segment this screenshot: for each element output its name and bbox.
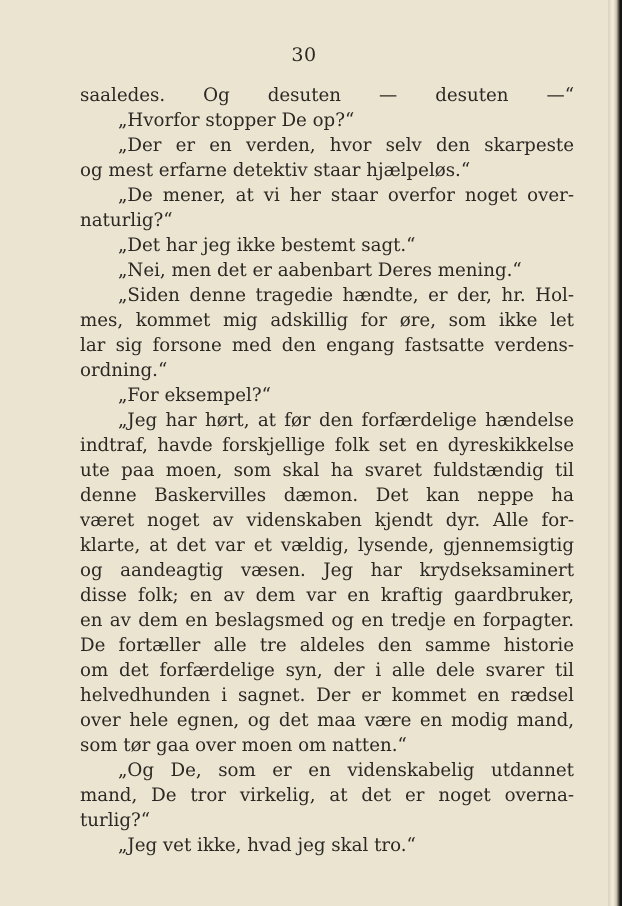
- text-line: „Jeg har hørt, at før den forfærdelige hændelse: [118, 410, 574, 431]
- text-line: „Og De, som er en videnskabelig utdannet: [118, 760, 574, 781]
- text-line: „Der er en verden, hvor selv den skarpeste: [118, 135, 574, 156]
- page-number: 30: [291, 44, 317, 66]
- text-line: ute paa moen, som skal ha svaret fuldstændig til: [80, 460, 574, 481]
- page-edge: [608, 0, 622, 906]
- text-line: disse folk; en av dem var en kraftig gaardbruker,: [80, 585, 574, 606]
- text-line: „De mener, at vi her staar overfor noget over-: [118, 185, 574, 206]
- text-line: og mest erfarne detektiv staar hjælpeløs.“: [80, 160, 471, 181]
- text-line: „Hvorfor stopper De op?“: [118, 110, 355, 131]
- text-line: turlig?“: [80, 810, 151, 831]
- text-line: helvedhunden i sagnet. Der er kommet en rædsel: [80, 685, 574, 706]
- text-line: „Siden denne tragedie hændte, er der, hr. Hol-: [118, 285, 574, 306]
- text-line: mand, De tror virkelig, at det er noget overna-: [80, 785, 574, 806]
- text-line: denne Baskervilles dæmon. Det kan neppe ha: [80, 485, 574, 506]
- text-line: en av dem en beslagsmed og en tredje en forpagter.: [80, 610, 574, 631]
- text-line: saaledes. Og desuten — desuten —“: [80, 85, 574, 106]
- text-line: om det forfærdelige syn, der i alle dele svarer til: [80, 660, 574, 681]
- text-line: „For eksempel?“: [118, 385, 271, 406]
- text-line: ordning.“: [80, 360, 168, 381]
- text-line: indtraf, havde forskjellige folk set en dyreskikkelse: [80, 435, 574, 456]
- text-line: klarte, at det var et vældig, lysende, gjennemsigtig: [80, 535, 574, 556]
- text-line: mes, kommet mig adskillig for øre, som ikke let: [80, 310, 574, 331]
- text-line: som tør gaa over moen om natten.“: [80, 735, 407, 756]
- text-line: De fortæller alle tre aldeles den samme historie: [80, 635, 574, 656]
- text-line: over hele egnen, og det maa være en modig mand,: [80, 710, 574, 731]
- text-line: lar sig forsone med den engang fastsatte verdens-: [80, 335, 574, 356]
- text-line: naturlig?“: [80, 210, 173, 231]
- text-line: „Nei, men det er aabenbart Deres mening.“: [118, 260, 522, 281]
- body-text: [80, 83, 574, 858]
- text-line: og aandeagtig væsen. Jeg har krydseksaminert: [80, 560, 574, 581]
- text-line: „Jeg vet ikke, hvad jeg skal tro.“: [118, 835, 416, 856]
- text-line: været noget av videnskaben kjendt dyr. Alle for-: [80, 510, 574, 531]
- text-line: „Det har jeg ikke bestemt sagt.“: [118, 235, 416, 256]
